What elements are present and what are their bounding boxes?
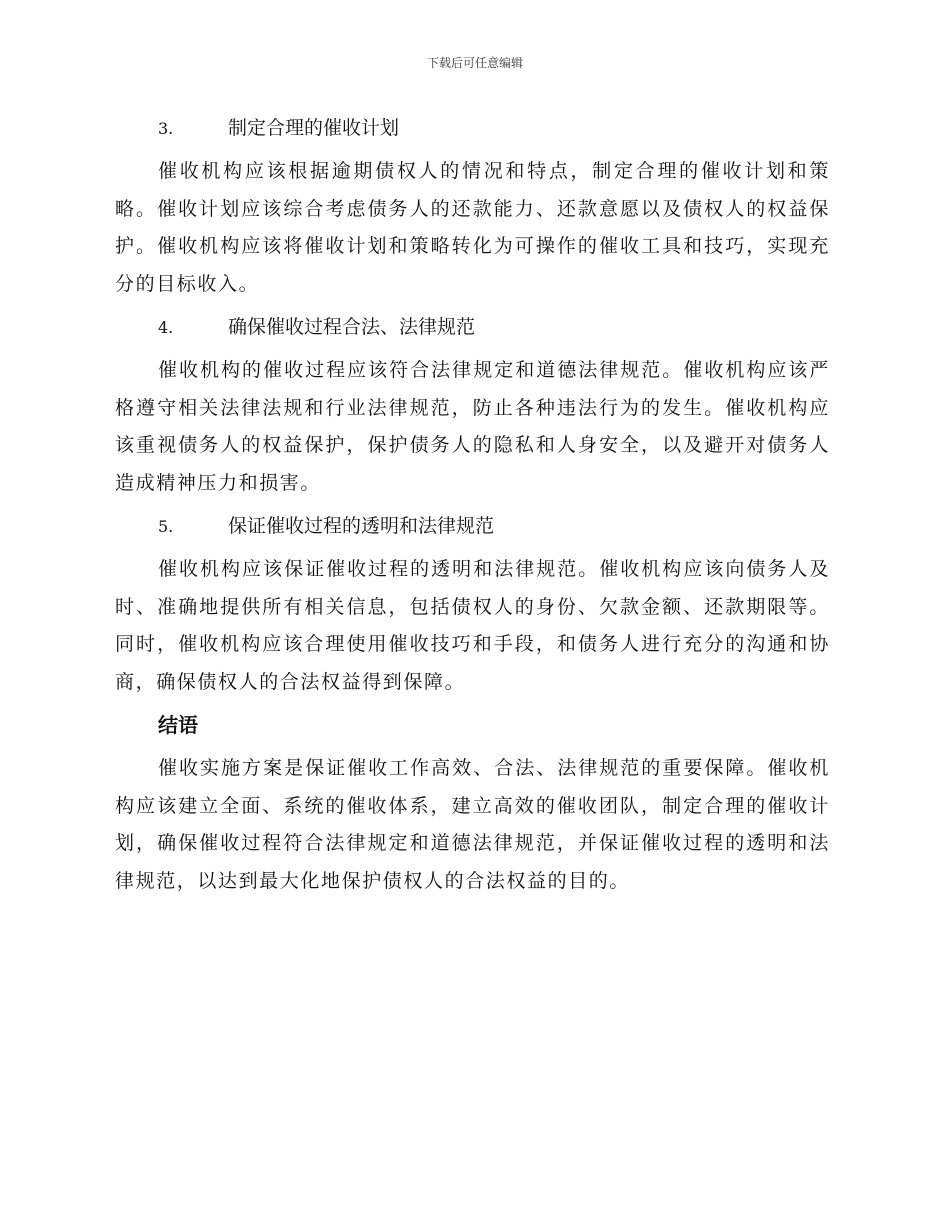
item-title: 保证催收过程的透明和法律规范 [228, 515, 495, 537]
conclusion-heading: 结语 [158, 713, 198, 737]
item-paragraph-5: 催收机构应该保证催收过程的透明和法律规范。催收机构应该向债务人及时、准确地提供所有相关信息，包括债权人的身份、欠款金额、还款期限等。同时，催收机构应该合理使用催收技巧和手段，和债务人进行充分的沟通和协商，确保债权人的合法权益得到保障。 [115, 558, 830, 693]
item-number: 4. [158, 318, 174, 337]
item-heading-4 [115, 309, 830, 346]
document-body [115, 110, 830, 906]
item-heading-3 [115, 110, 830, 147]
item-paragraph-4: 催收机构的催收过程应该符合法律规定和道德法律规范。催收机构应该严格遵守相关法律法规和行业法律规范，防止各种违法行为的发生。催收机构应该重视债务人的权益保护，保护债务人的隐私和人身安全，以及避开对债务人造成精神压力和损害。 [115, 359, 830, 494]
item-title: 制定合理的催收计划 [228, 117, 400, 139]
item-title: 确保催收过程合法、法律规范 [228, 316, 476, 338]
item-heading-5 [115, 508, 830, 545]
item-number: 5. [158, 517, 174, 536]
page-header: 下载后可任意编辑 [426, 56, 523, 70]
conclusion-paragraph: 催收实施方案是保证催收工作高效、合法、法律规范的重要保障。催收机构应该建立全面、系统的催收体系，建立高效的催收团队，制定合理的催收计划，确保催收过程符合法律规定和道德法律规范，并保证催收过程的透明和法律规范，以达到最大化地保护债权人的合法权益的目的。 [115, 757, 830, 892]
item-paragraph-3: 催收机构应该根据逾期债权人的情况和特点，制定合理的催收计划和策略。催收计划应该综合考虑债务人的还款能力、还款意愿以及债权人的权益保护。催收机构应该将催收计划和策略转化为可操作的催收工具和技巧，实现充分的目标收入。 [115, 160, 830, 295]
item-number: 3. [158, 119, 174, 138]
